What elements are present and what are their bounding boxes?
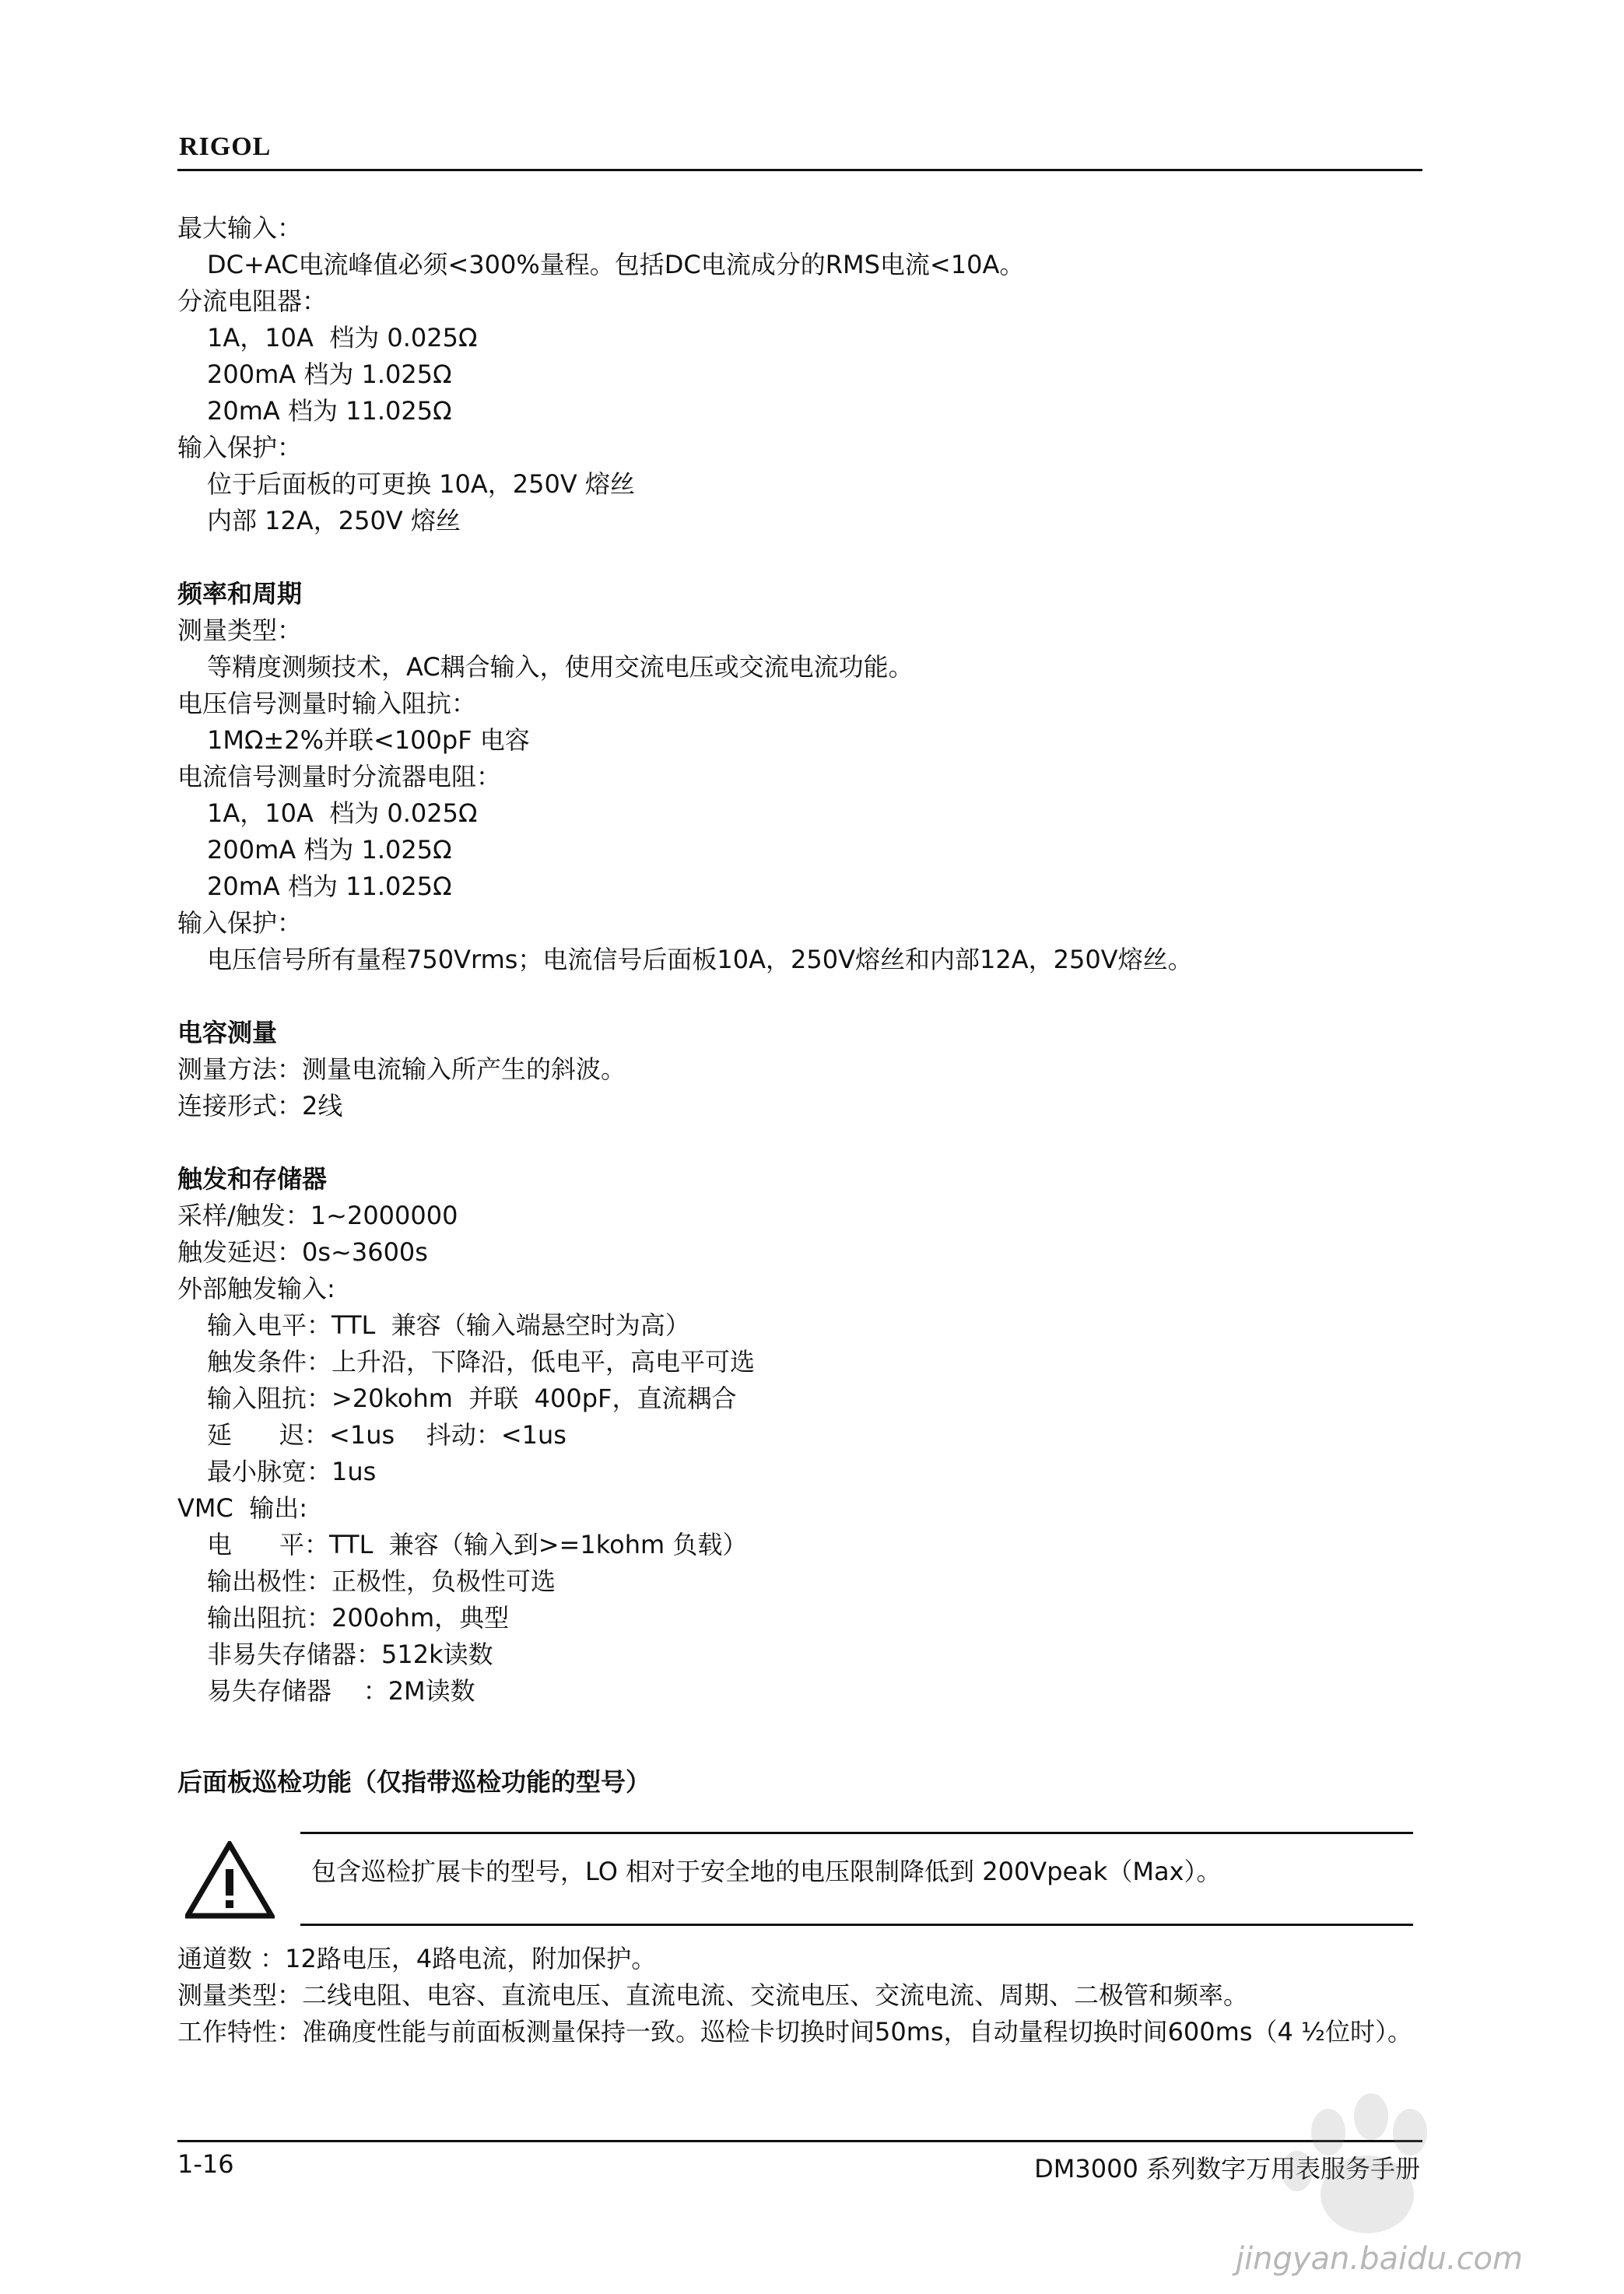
spec-line: 连接形式：2线 xyxy=(177,1091,343,1121)
spec-line: VMC 输出: xyxy=(177,1493,307,1523)
page-number: 1-16 xyxy=(177,2149,234,2179)
scan-spec-section xyxy=(177,1941,1422,2050)
warning-text: 包含巡检扩展卡的型号，LO 相对于安全地的电压限制降低到 200Vpeak（Max）。 xyxy=(311,1857,1222,1886)
frequency-spec-section xyxy=(177,612,1422,978)
spec-line: 电压信号测量时输入阻抗： xyxy=(177,689,477,718)
spec-line: 输出阻抗：200ohm，典型 xyxy=(207,1603,510,1633)
spec-line: 分流电阻器： xyxy=(177,286,328,316)
spec-line: 测量类型： xyxy=(177,616,303,645)
spec-line: 易失存储器 ：2M读数 xyxy=(207,1676,475,1706)
trigger-spec-section xyxy=(177,1198,1422,1710)
spec-line: 输入保护： xyxy=(177,908,303,938)
warning-triangle-icon xyxy=(185,1841,275,1919)
spec-line: 非易失存储器：512k读数 xyxy=(207,1640,493,1669)
spec-line: 200mA 档为 1.025Ω xyxy=(207,360,452,389)
capacitance-spec-section xyxy=(177,1051,1422,1124)
spec-line: 最小脉宽：1us xyxy=(207,1457,377,1486)
watermark-text: jingyan.baidu.com xyxy=(1235,2241,1523,2277)
spec-line: 输出极性：正极性，负极性可选 xyxy=(207,1566,556,1596)
spec-line: 输入保护： xyxy=(177,433,303,462)
spec-line: 工作特性：准确度性能与前面板测量保持一致。巡检卡切换时间50ms，自动量程切换时间600ms（4 ½位时）。 xyxy=(177,2017,1413,2047)
spec-line: DC+AC电流峰值必须<300%量程。包括DC电流成分的RMS电流<10A。 xyxy=(207,250,1025,279)
spec-line: 外部触发输入: xyxy=(177,1274,335,1303)
spec-line: 最大输入： xyxy=(177,213,303,243)
section-title-capacitance: 电容测量 xyxy=(177,1018,278,1047)
spec-line: 触发条件：上升沿，下降沿，低电平，高电平可选 xyxy=(207,1347,756,1377)
spec-line: 触发延迟：0s~3600s xyxy=(177,1237,428,1267)
spec-line: 通道数 ：12路电压，4路电流，附加保护。 xyxy=(177,1944,657,1973)
warning-rule-top xyxy=(300,1832,1413,1834)
brand-logo: RIGOL xyxy=(179,132,272,161)
page-content xyxy=(177,210,1422,2050)
spec-line: 测量类型：二线电阻、电容、直流电压、直流电流、交流电压、交流电流、周期、二极管和频率。 xyxy=(177,1980,1249,2010)
spec-line: 20mA 档为 11.025Ω xyxy=(207,872,452,901)
spec-line: 1A，10A 档为 0.025Ω xyxy=(207,798,478,828)
spec-line: 1MΩ±2%并联<100pF 电容 xyxy=(207,725,530,755)
spec-line: 位于后面板的可更换 10A，250V 熔丝 xyxy=(207,469,635,499)
spec-line: 1A，10A 档为 0.025Ω xyxy=(207,323,478,353)
spec-line: 输入电平：TTL 兼容（输入端悬空时为高） xyxy=(207,1310,690,1340)
section-title-frequency: 频率和周期 xyxy=(177,579,303,609)
spec-line: 200mA 档为 1.025Ω xyxy=(207,835,452,865)
spec-line: 电压信号所有量程750Vrms；电流信号后面板10A，250V熔丝和内部12A，250V熔丝。 xyxy=(207,945,1193,974)
section-title-trigger: 触发和存储器 xyxy=(177,1164,328,1194)
current-spec-section xyxy=(177,210,1422,539)
spec-line: 测量方法：测量电流输入所产生的斜波。 xyxy=(177,1054,626,1084)
spec-line: 等精度测频技术，AC耦合输入，使用交流电压或交流电流功能。 xyxy=(207,652,914,682)
spec-line: 电 平：TTL 兼容（输入到>=1kohm 负载） xyxy=(207,1530,748,1559)
spec-line: 电流信号测量时分流器电阻： xyxy=(177,762,502,791)
warning-rule-bottom xyxy=(300,1924,1413,1926)
section-title-scan: 后面板巡检功能（仅指带巡检功能的型号） xyxy=(177,1767,651,1797)
spec-line: 输入阻抗：>20kohm 并联 400pF，直流耦合 xyxy=(207,1384,737,1413)
manual-title: DM3000 系列数字万用表服务手册 xyxy=(1034,2154,1420,2184)
spec-line: 延 迟：<1us 抖动：<1us xyxy=(207,1420,566,1450)
spec-line: 内部 12A，250V 熔丝 xyxy=(207,506,461,535)
spec-line: 采样/触发：1~2000000 xyxy=(177,1201,458,1230)
spec-line: 20mA 档为 11.025Ω xyxy=(207,396,452,426)
header-rule xyxy=(177,169,1422,171)
warning-box xyxy=(177,1808,1422,1941)
